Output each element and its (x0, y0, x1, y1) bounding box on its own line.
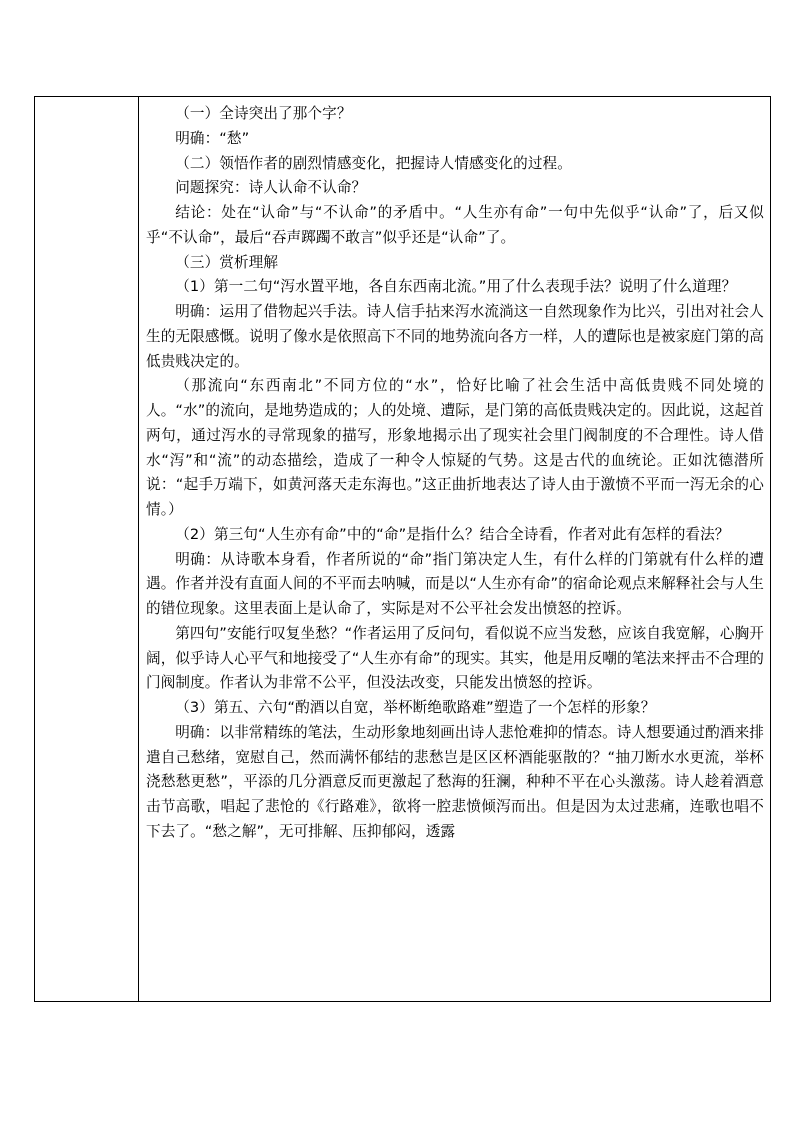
right-column-cell (139, 97, 770, 1001)
paragraph: 明确：以非常精练的笔法，生动形象地刻画出诗人悲怆难抑的情态。诗人想要通过酌酒来排遣自己愁绪，宽慰自己，然而满怀郁结的悲愁岂是区区杯酒能驱散的？“抽刀断水水更流，举杯浇愁愁更愁”，平添的几分酒意反而更激起了愁海的狂澜，种种不平在心头激荡。诗人趁着酒意击节高歌，唱起了悲怆的《行路难》，欲将一腔悲愤倾泻而出。但是因为太过悲痛，连歌也唱不下去了。“愁之解”，无可排解、压抑郁闷，透露 (146, 723, 764, 840)
content-table (34, 96, 771, 1002)
paragraph: （一）全诗突出了那个字？ (175, 105, 352, 122)
paragraph: （三）赏析理解 (175, 253, 279, 271)
paragraph: （3）第五、六句“酌酒以自宽，举杯断绝歌路难”塑造了一个怎样的形象？ (175, 699, 656, 716)
left-column-cell (35, 97, 139, 1001)
paragraph: 明确：从诗歌本身看，作者所说的“命”指门第决定人生，有什么样的门第就有什么样的遭遇。作者并没有直面人间的不平而去呐喊，而是以“人生亦有命”的宿命论观点来解释社会与人生的错位现象。这里表面上是认命了，实际是对不公平社会发出愤怒的控诉。 (146, 550, 764, 617)
paragraph: 明确：运用了借物起兴手法。诗人信手拈来泻水流淌这一自然现象作为比兴，引出对社会人生的无限感慨。说明了像水是依照高下不同的地势流向各方一样，人的遭际也是被家庭门第的高低贵贱决定的。 (146, 303, 764, 370)
paragraph: 明确：“愁” (175, 129, 250, 147)
paragraph: （2）第三句“人生亦有命”中的“命”是指什么？结合全诗看，作者对此有怎样的看法？ (175, 525, 730, 543)
paragraph: （二）领悟作者的剧烈情感变化，把握诗人情感变化的过程。 (175, 154, 572, 172)
paragraph: 结论：处在“认命”与“不认命”的矛盾中。“人生亦有命”一句中先似乎“认命”了，后又似乎“不认命”，最后“吞声踯躅不敢言”似乎还是“认命”了。 (146, 204, 764, 246)
paragraph: （1）第一二句“泻水置平地，各自东西南北流。”用了什么表现手法？说明了什么道理？ (175, 278, 737, 296)
paragraph: （那流向“东西南北”不同方位的“水”，恰好比喻了社会生活中高低贵贱不同处境的人。“水”的流向，是地势造成的；人的处境、遭际，是门第的高低贵贱决定的。因此说，这起首两句，通过泻水的寻常现象的描写，形象地揭示出了现实社会里门阀制度的不合理性。诗人借水“泻”和“流”的动态描绘，造成了一种令人惊疑的气势。这是古代的血统论。正如沈德潜所说：“起手万端下，如黄河落天走东海也。”这正曲折地表达了诗人由于激愤不平而一泻无余的心情。） (146, 377, 764, 518)
paragraph: 第四句”安能行叹复坐愁？“作者运用了反问句，看似说不应当发愁，应该自我宽解，心胸开阔，似乎诗人心平气和地接受了“人生亦有命”的现实。其实，他是用反嘲的笔法来抨击不合理的门阀制度。作者认为非常不公平，但没法改变，只能发出愤怒的控诉。 (146, 624, 764, 692)
paragraph: 问题探究：诗人认命不认命？ (175, 179, 367, 197)
